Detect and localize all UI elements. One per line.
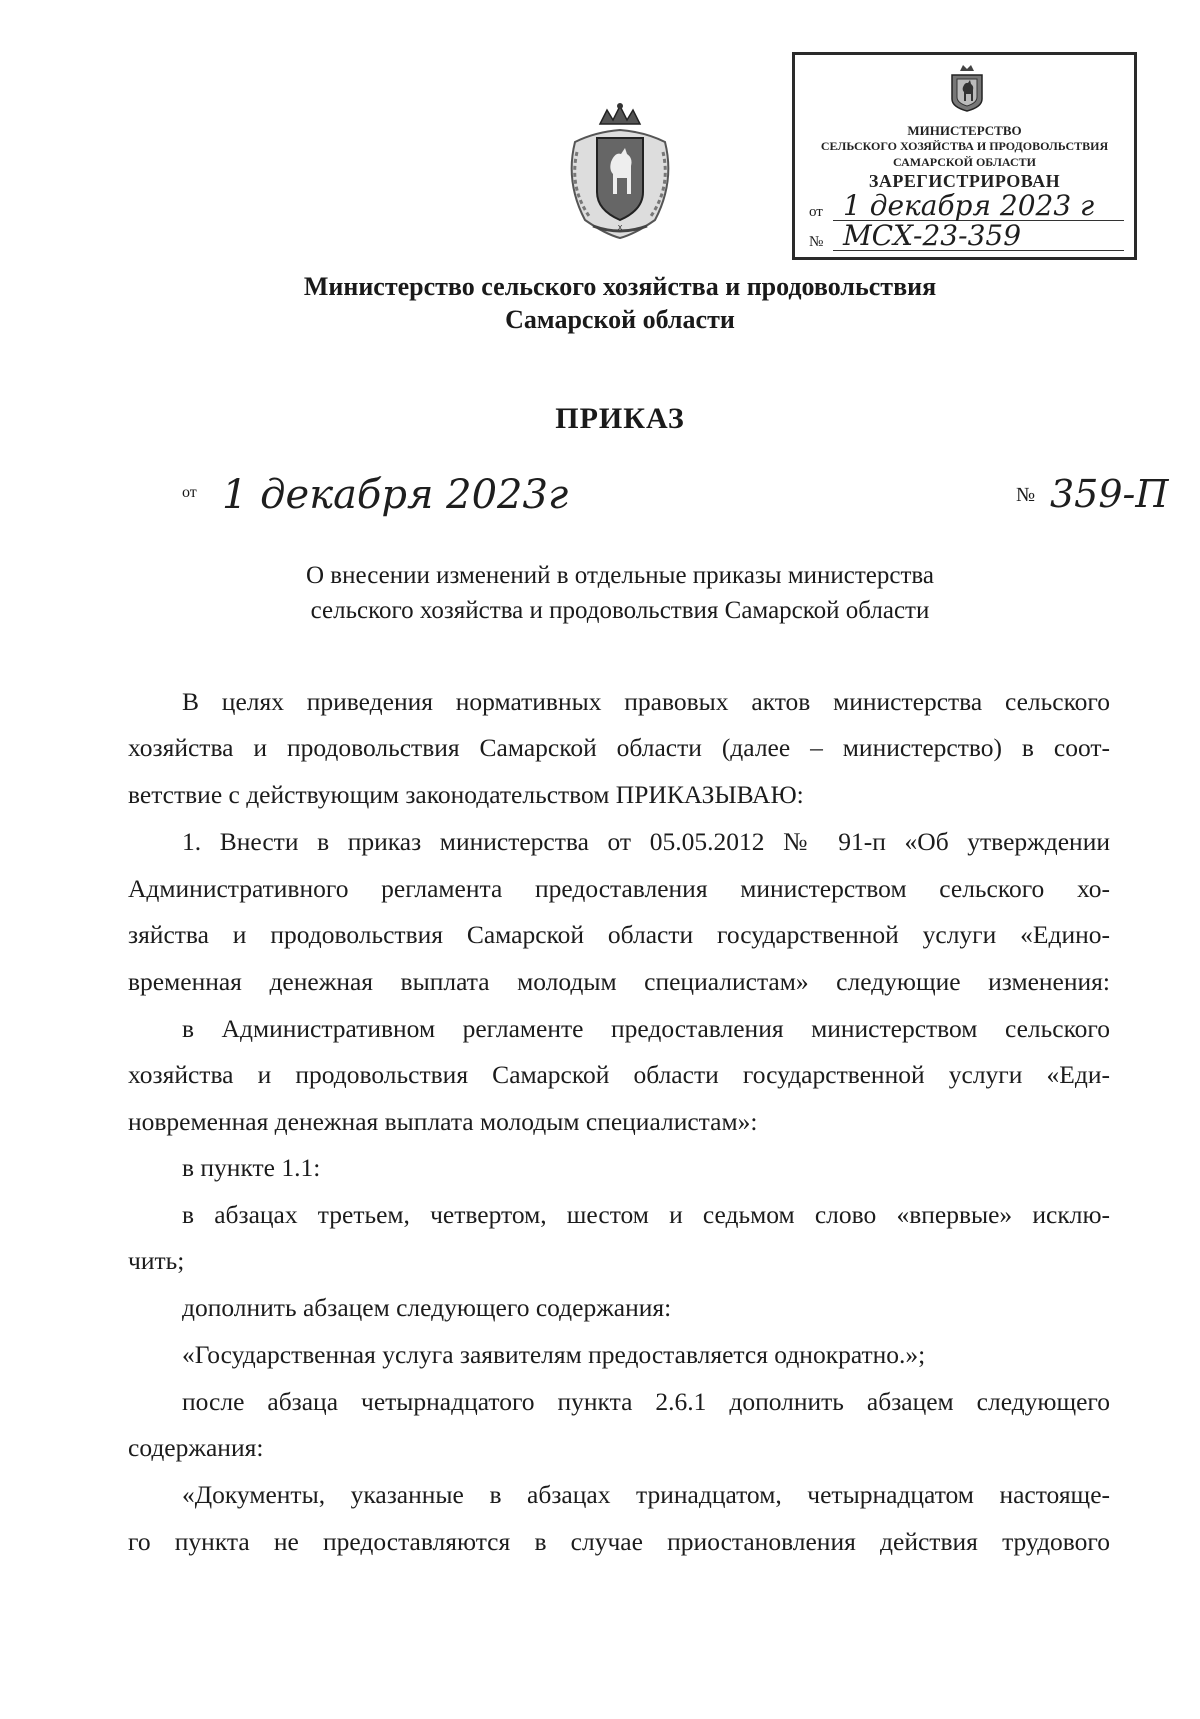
body-line: 1. Внести в приказ министерства от 05.05.2012 № 91-п «Об утверждении — [182, 827, 1110, 856]
body-line: Административного регламента предоставления министерством сельского хо- — [128, 874, 1110, 903]
body-line: чить; — [128, 1246, 185, 1275]
order-number-label: № — [1016, 484, 1036, 506]
document-title: ПРИКАЗ — [555, 402, 685, 435]
order-subject: О внесении изменений в отдельные приказы министерства — [305, 562, 934, 589]
stamp-date-handwritten: 1 декабря 2023 г — [843, 189, 1095, 222]
registration-stamp — [792, 52, 1137, 260]
body-line: временная денежная выплата молодым специалистам» следующие изменения: — [128, 967, 1110, 996]
order-number-handwritten: 359-П — [1050, 472, 1169, 516]
body-line: В целях приведения нормативных правовых актов министерства сельского — [182, 687, 1110, 716]
body-line: ветствие с действующим законодательством ПРИКАЗЫВАЮ: — [128, 780, 804, 809]
body-line: «Документы, указанные в абзацах тринадцатом, четырнадцатом настояще- — [182, 1480, 1110, 1509]
stamp-registered-label: ЗАРЕГИСТРИРОВАН — [868, 171, 1061, 191]
ministry-name: Министерство сельского хозяйства и продовольствия — [303, 272, 937, 301]
body-line: в Административном регламенте предоставления министерством сельского — [182, 1014, 1110, 1043]
ministry-region: Самарской области — [505, 305, 735, 334]
stamp-ministry-line: САМАРСКОЙ ОБЛАСТИ — [893, 155, 1036, 169]
stamp-number-label: № — [809, 234, 824, 250]
body-line: «Государственная услуга заявителям предоставляется однократно.»; — [182, 1340, 926, 1369]
body-line: хозяйства и продовольствия Самарской области государственной услуги «Еди- — [128, 1060, 1110, 1089]
body-line: го пункта не предоставляются в случае приостановления действия трудового — [128, 1527, 1110, 1556]
stamp-date-label: от — [809, 204, 823, 220]
body-line: дополнить абзацем следующего содержания: — [182, 1293, 672, 1322]
order-date-label: от — [182, 484, 197, 501]
body-line: хозяйства и продовольствия Самарской области (далее – министерство) в соот- — [128, 733, 1110, 762]
stamp-number-handwritten: МСХ-23-359 — [843, 219, 1022, 252]
body-line: после абзаца четырнадцатого пункта 2.6.1 дополнить абзацем следующего — [182, 1387, 1110, 1416]
order-date-handwritten: 1 декабря 2023г — [222, 472, 569, 518]
body-line: новременная денежная выплата молодым специалистам»: — [128, 1107, 758, 1136]
svg-text:X: X — [617, 224, 623, 232]
stamp-emblem-icon — [944, 63, 990, 113]
body-line: в абзацах третьем, четвертом, шестом и седьмом слово «впервые» исклю- — [182, 1200, 1110, 1229]
body-line: содержания: — [128, 1433, 264, 1462]
coat-of-arms-icon — [555, 102, 685, 242]
order-subject: сельского хозяйства и продовольствия Самарской области — [310, 597, 930, 624]
stamp-ministry-line: СЕЛЬСКОГО ХОЗЯЙСТВА И ПРОДОВОЛЬСТВИЯ — [820, 139, 1109, 153]
stamp-number-row — [809, 219, 1124, 253]
body-line: зяйства и продовольствия Самарской области государственной услуги «Едино- — [128, 920, 1110, 949]
stamp-ministry-line: МИНИСТЕРСТВО — [907, 123, 1022, 138]
body-line: в пункте 1.1: — [182, 1153, 321, 1182]
